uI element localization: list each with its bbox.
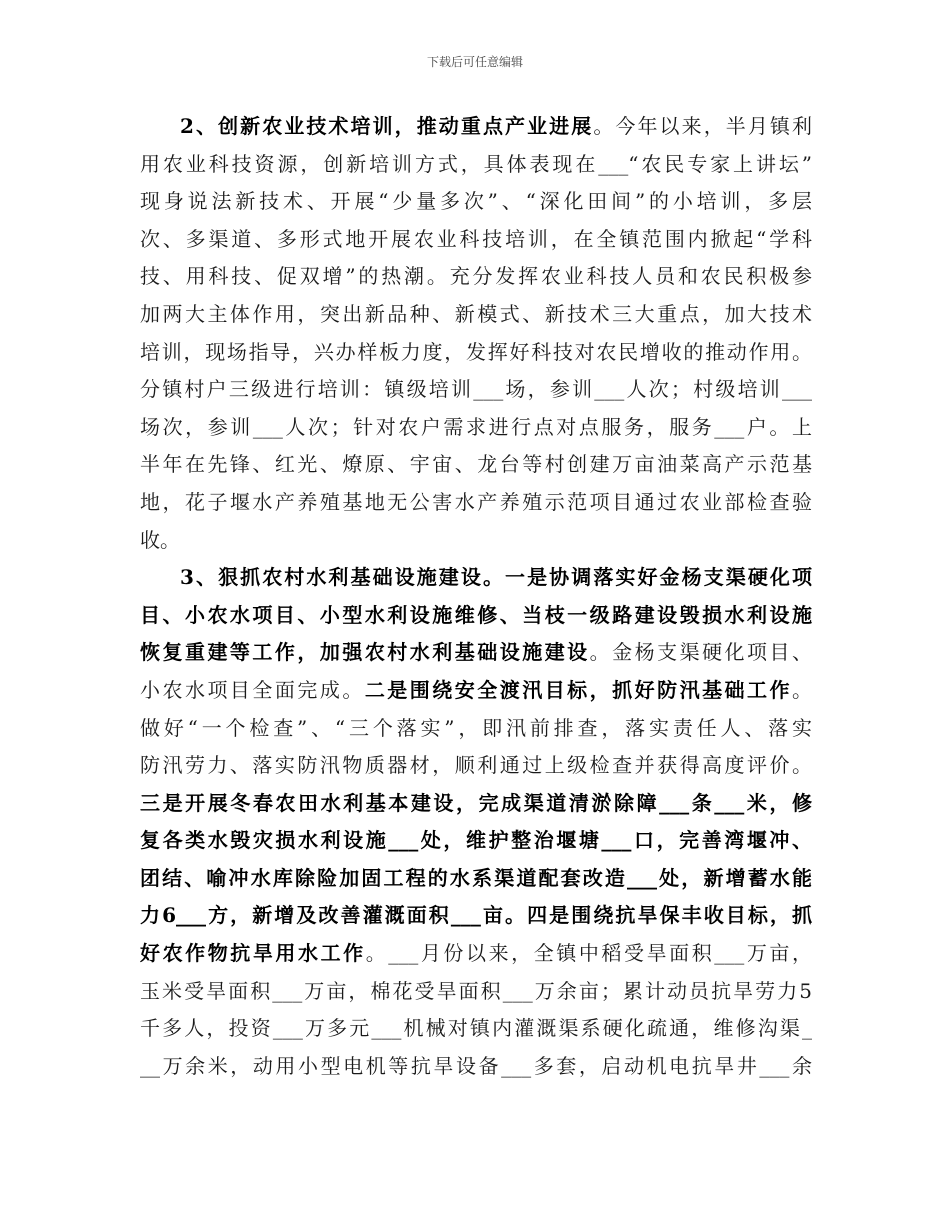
bold-text: 好农作物抗旱用水工作	[140, 941, 366, 966]
text-line	[140, 258, 812, 296]
body-text: 用农业科技资源，创新培训方式，具体表现在___“农民专家上讲坛”	[140, 151, 812, 176]
text-line	[140, 672, 812, 710]
bold-text: 目、小农水项目、小型水利设施维修、当枝一级路建设毁损水利设施	[140, 602, 812, 627]
body-text: 。	[792, 677, 812, 702]
text-line	[140, 221, 812, 259]
text-line	[140, 409, 812, 447]
body-text: 技、用科技、促双增”的热潮。充分发挥农业科技人员和农民积极参	[140, 264, 812, 289]
body-text: 场次，参训___人次；针对农户需求进行点对点服务，服务___户。上	[140, 414, 812, 439]
body-text: 玉米受旱面积___万亩，棉花受旱面积___万余亩；累计动员抗旱劳力5	[140, 978, 812, 1003]
text-line	[140, 747, 812, 785]
text-line	[140, 935, 812, 973]
text-line	[140, 146, 812, 184]
document-body	[140, 108, 812, 1085]
paragraph	[140, 559, 812, 1085]
body-text: 分镇村户三级进行培训：镇级培训___场，参训___人次；村级培训___	[140, 377, 812, 402]
page-header: 下载后可任意编辑	[426, 55, 523, 69]
text-line	[140, 973, 812, 1011]
body-text: 千多人，投资___万多元___机械对镇内灌溉渠系硬化疏通，维修沟渠_	[140, 1016, 812, 1041]
paragraph	[140, 108, 812, 559]
text-line	[140, 559, 812, 597]
text-line	[140, 785, 812, 823]
text-line	[140, 334, 812, 372]
body-text: 地，花子堰水产养殖基地无公害水产养殖示范项目通过农业部检查验	[140, 489, 812, 514]
body-text: 培训，现场指导，兴办样板力度，发挥好科技对农民增收的推动作用。	[140, 339, 812, 364]
body-text: 做好“一个检查”、“三个落实”，即汛前排查，落实责任人、落实	[140, 715, 812, 740]
bold-text: 三是开展冬春农田水利基本建设，完成渠道清淤除障___条___米，修	[140, 790, 812, 815]
body-text: 半年在先锋、红光、燎原、宇宙、龙台等村创建万亩油菜高产示范基	[140, 452, 812, 477]
text-line	[140, 1010, 812, 1048]
text-line	[140, 897, 812, 935]
body-text: 小农水项目全面完成。	[140, 677, 365, 702]
bold-text: 团结、喻冲水库除险加固工程的水系渠道配套改造___处，新增蓄水能	[140, 865, 812, 890]
text-line	[140, 1048, 812, 1086]
text-line	[140, 634, 812, 672]
body-text: 次、多渠道、多形式地开展农业科技培训，在全镇范围内掀起“学科	[140, 226, 812, 251]
body-text: 。___月份以来，全镇中稻受旱面积___万亩，	[365, 941, 812, 966]
body-text: 。金杨支渠硬化项目、	[589, 640, 812, 665]
text-line	[140, 860, 812, 898]
bold-text: 复各类水毁灾损水利设施___处，维护整治堰塘___口，完善湾堰冲、	[140, 828, 812, 853]
bold-text: 恢复重建等工作，加强农村水利基础设施建设	[140, 640, 590, 665]
text-line	[140, 371, 812, 409]
text-line	[140, 597, 812, 635]
body-text: 现身说法新技术、开展“少量多次”、“深化田间”的小培训，多层	[140, 189, 812, 214]
text-line	[140, 710, 812, 748]
body-text: __万余米，动用小型电机等抗旱设备___多套，启动机电抗旱井___余	[140, 1053, 812, 1078]
bold-text: 3、狠抓农村水利基础设施建设。一是协调落实好金杨支渠硬化项	[180, 565, 812, 590]
text-line	[140, 484, 812, 522]
text-line	[140, 183, 812, 221]
body-text: 防汛劳力、落实防汛物质器材，顺利通过上级检查并获得高度评价。	[140, 753, 812, 778]
text-line	[140, 446, 812, 484]
text-line	[140, 296, 812, 334]
body-text: 收。	[140, 527, 180, 552]
bold-text: 二是围绕安全渡汛目标，抓好防汛基础工作	[364, 677, 793, 702]
body-text: 。今年以来，半月镇利	[593, 114, 812, 138]
text-line	[140, 822, 812, 860]
bold-text: 力6___方，新增及改善灌溉面积___亩。四是围绕抗旱保丰收目标，抓	[140, 903, 812, 928]
body-text: 加两大主体作用，突出新品种、新模式、新技术三大重点，加大技术	[140, 301, 812, 326]
bold-text: 2、创新农业技术培训，推动重点产业进展	[180, 114, 594, 138]
text-line	[140, 522, 812, 560]
text-line	[140, 108, 812, 146]
